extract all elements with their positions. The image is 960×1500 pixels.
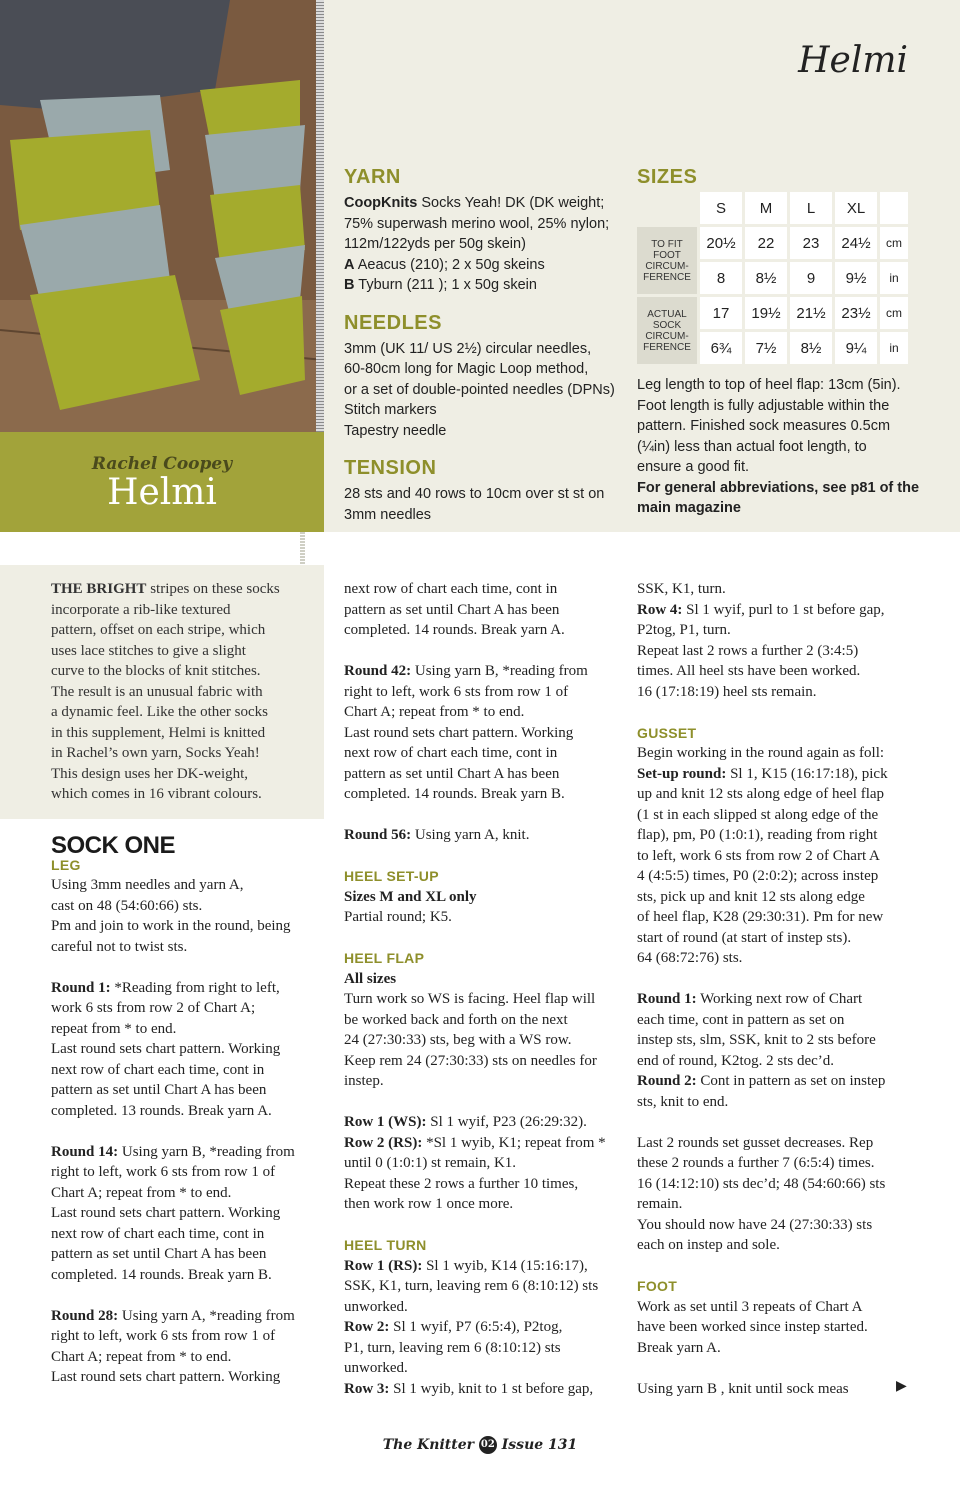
stitch-border	[316, 0, 324, 432]
heel-setup: HEEL SET-UP Sizes M and XL only Partial round; K5.	[344, 866, 629, 928]
designer-name: Rachel Coopey	[91, 454, 233, 474]
size-col: M	[745, 192, 787, 224]
yarn-details	[344, 193, 629, 296]
tension-details	[344, 484, 629, 525]
heel-flap: HEEL FLAP All sizes Turn work so WS is facing. Heel flap will be worked back and forth on the next 24 (27:30:33) sts, beg with a WS row. Keep rem 24 (27:30:33) sts on needles for instep.	[344, 948, 629, 1092]
actual-in: 7½	[745, 332, 787, 364]
actual-cm: 17	[700, 297, 742, 329]
page-number: 02	[479, 1436, 497, 1454]
size-col: XL	[835, 192, 877, 224]
gusset-decreases: Last 2 rounds set gusset decreases. Rep these 2 rounds a further 7 (6:5:4) times. 16 (14:12:10) sts dec’d; 48 (54:60:66) sts remain. You should now have 24 (27:30:33) sts each on instep and sole.	[637, 1134, 886, 1253]
needles-line: Stitch markers	[344, 402, 437, 418]
fit-cm: 23	[790, 227, 832, 259]
size-col: L	[790, 192, 832, 224]
yarn-b-label: B	[344, 277, 355, 293]
round-1: Round 1: *Reading from right to left, work 6 sts from row 2 of Chart A; repeat from * to end. Last round sets chart pattern. Working next row of chart each time, cont in pattern as set until Chart A has been completed. 13 rounds. Break yarn A.	[51, 979, 281, 1119]
magazine-name: The Knitter	[382, 1437, 474, 1453]
unit-cm: cm	[880, 227, 908, 259]
needles-line: 3mm (UK 11/ US 2½) circular needles,	[344, 340, 592, 357]
sock-one-column	[51, 832, 321, 1408]
materials-column	[344, 166, 629, 525]
yarn-a-label: A	[344, 256, 355, 273]
stitch-border-lower	[300, 532, 305, 564]
fit-in: 8½	[745, 262, 787, 294]
note-line: ensure a good fit.	[637, 459, 750, 475]
designer-banner	[0, 432, 324, 532]
gusset-rounds: Round 1: Working next row of Chart each time, cont in pattern as set on instep sts, slm, SSK, knit to 2 sts before end of round, K2tog. 2 sts dec’d. Round 2: Cont in pattern as set on instep sts, knit to end.	[637, 991, 886, 1110]
foot-cont: Using yarn B , knit until sock meas	[637, 1380, 849, 1397]
needles-line: or a set of double-pointed needles (DPNs)	[344, 381, 615, 398]
yarn-a-text: Aeacus (210); 2 x 50g skeins	[357, 256, 545, 273]
gusset: GUSSET Begin working in the round again as foll: Set-up round: Sl 1, K15 (16:17:18), pick up and knit 12 sts along edge of heel flap (1 st in each slipped st along edge of the flap), pm, P0 (1:0:1), reading from right to left, work 6 sts from row 2 of Chart A 4 (4:5:5) times, P0 (2:0:2); across instep sts, pick up and knit 12 sts along edge of heel flap, K28 (29:30:31). Pm for new start of round (at start of instep sts). 64 (68:72:76) sts.	[637, 723, 927, 969]
fit-in: 9½	[835, 262, 877, 294]
heel-flap-rows: Row 1 (WS): Sl 1 wyif, P23 (26:29:32). Row 2 (RS): *Sl 1 wyib, K1; repeat from * until 0 (1:0:1) st remain, K1. Repeat these 2 rows a further 10 times, then work row 1 once more.	[344, 1114, 606, 1212]
round-14: Round 14: Using yarn B, *reading from right to left, work 6 sts from row 1 of Chart A; repeat from * to end. Last round sets chart pattern. Working next row of chart each time, cont in pattern as set until Chart A has been completed. 14 rounds. Break yarn B.	[51, 1143, 295, 1283]
note-line: Foot length is fully adjustable within the	[637, 397, 890, 414]
leg-text: Using 3mm needles and yarn A, cast on 48 (54:60:66) sts. Pm and join to work in the round, being careful not to twist sts.	[51, 877, 291, 955]
sock-one-heading: SOCK ONE	[51, 832, 176, 859]
unit-cm: cm	[880, 297, 908, 329]
yarn-line: 112m/122yds per 50g skein)	[344, 236, 526, 252]
issue-number: Issue 131	[501, 1437, 578, 1453]
round-56: Round 56: Using yarn A, knit.	[344, 827, 530, 843]
heel-turn-cont: SSK, K1, turn. Row 4: Sl 1 wyif, purl to 1 st before gap, P2tog, P1, turn. Repeat last 2 rows a further 2 (3:4:5) times. All heel sts have been worked. 16 (17:18:19) heel sts remain.	[637, 581, 885, 700]
actual-cm: 21½	[790, 297, 832, 329]
sizes-notes	[637, 375, 927, 519]
unit-in: in	[880, 332, 908, 364]
note-line: pattern. Finished sock measures 0.5cm	[637, 418, 891, 434]
column-three	[637, 579, 927, 1420]
heel-turn: HEEL TURN Row 1 (RS): Sl 1 wyib, K14 (15:16:17), SSK, K1, turn, leaving rem 6 (8:10:12) sts unworked. Row 2: Sl 1 wyif, P7 (6:5:4), P2tog, P1, turn, leaving rem 6 (8:10:12) sts unworked. Row 3: Sl 1 wyib, knit to 1 st before gap,	[344, 1235, 629, 1399]
needles-details	[344, 339, 629, 442]
foot-heading: FOOT	[637, 1278, 678, 1294]
yarn-line: Socks Yeah! DK (DK weight;	[421, 195, 605, 211]
tension-line: 28 sts and 40 rows to 10cm over st st on	[344, 486, 605, 502]
note-line: Leg length to top of heel flap: 13cm (5in).	[637, 377, 901, 393]
actual-in: 9¼	[835, 332, 877, 364]
heel-setup-heading: HEEL SET-UP	[344, 868, 439, 884]
intro-lead: THE BRIGHT	[51, 581, 147, 597]
needles-heading: NEEDLES	[344, 311, 442, 334]
tension-heading: TENSION	[344, 457, 437, 479]
sizes-heading: SIZES	[637, 166, 698, 188]
abbrev-note: For general abbreviations, see p81 of the	[637, 479, 920, 496]
needles-line: 60-80cm long for Magic Loop method,	[344, 361, 589, 377]
column-two	[344, 579, 629, 1420]
foot: FOOT Work as set until 3 repeats of Chart A have been worked since instep started. Break yarn A.	[637, 1276, 927, 1358]
tension-line: 3mm needles	[344, 506, 432, 523]
heel-turn-heading: HEEL TURN	[344, 1237, 427, 1253]
needles-line: Tapestry needle	[344, 422, 447, 439]
yarn-line: 75% superwash merino wool, 25% nylon;	[344, 215, 610, 232]
intro-text: THE BRIGHT stripes on these socks incorporate a rib-like textured pattern, offset on each stripe, which uses lace stitches to give a slight curve to the blocks of knit stitches. The result is an unusual fabric with a dynamic feel. Like the other socks in this supplement, Helmi is knitted in Rachel’s own yarn, Socks Yeah! This design uses her DK-weight, which comes in 16 vibrant colours.	[51, 581, 280, 802]
gusset-heading: GUSSET	[637, 724, 697, 741]
heel-flap-heading: HEEL FLAP	[344, 950, 425, 966]
actual-label: ACTUAL SOCK CIRCUM- FERENCE	[637, 297, 697, 364]
fit-cm: 24½	[835, 227, 877, 259]
yarn-b-text: Tyburn (211 ); 1 x 50g skein	[358, 277, 537, 293]
abbrev-note: main magazine	[637, 500, 741, 516]
actual-cm: 23½	[835, 297, 877, 329]
fit-label: TO FIT FOOT CIRCUM- FERENCE	[637, 227, 697, 294]
fit-cm: 22	[745, 227, 787, 259]
size-col: S	[700, 192, 742, 224]
actual-in: 6¾	[700, 332, 742, 364]
note-line: (¼in) less than actual foot length, to	[637, 438, 867, 455]
yarn-brand: CoopKnits	[344, 195, 418, 211]
round-28: Round 28: Using yarn A, *reading from right to left, work 6 sts from row 1 of Chart A; repeat from * to end. Last round sets chart pattern. Working	[51, 1307, 295, 1385]
fit-in: 8	[700, 262, 742, 294]
round-42: Round 42: Using yarn B, *reading from right to left, work 6 sts from row 1 of Chart A; repeat from * to end. Last round sets chart pattern. Working next row of chart each time, cont in pattern as set until Chart A has been completed. 14 rounds. Break yarn B.	[344, 663, 588, 802]
fit-cm: 20½	[700, 227, 742, 259]
continue-arrow-icon: ▶	[896, 1379, 907, 1394]
sizes-column	[637, 166, 927, 519]
unit-in: in	[880, 262, 908, 294]
sock-photo	[0, 0, 324, 432]
round-28-cont: next row of chart each time, cont in pattern as set until Chart A has been completed. 14 rounds. Break yarn A.	[344, 581, 565, 638]
page-footer	[0, 1436, 960, 1454]
leg-heading: LEG	[51, 856, 81, 873]
yarn-heading: YARN	[344, 166, 401, 188]
actual-cm: 19½	[745, 297, 787, 329]
pattern-title: Helmi	[107, 472, 217, 513]
actual-in: 8½	[790, 332, 832, 364]
fit-in: 9	[790, 262, 832, 294]
page-title: Helmi	[798, 40, 908, 81]
sizes-table	[634, 189, 911, 367]
